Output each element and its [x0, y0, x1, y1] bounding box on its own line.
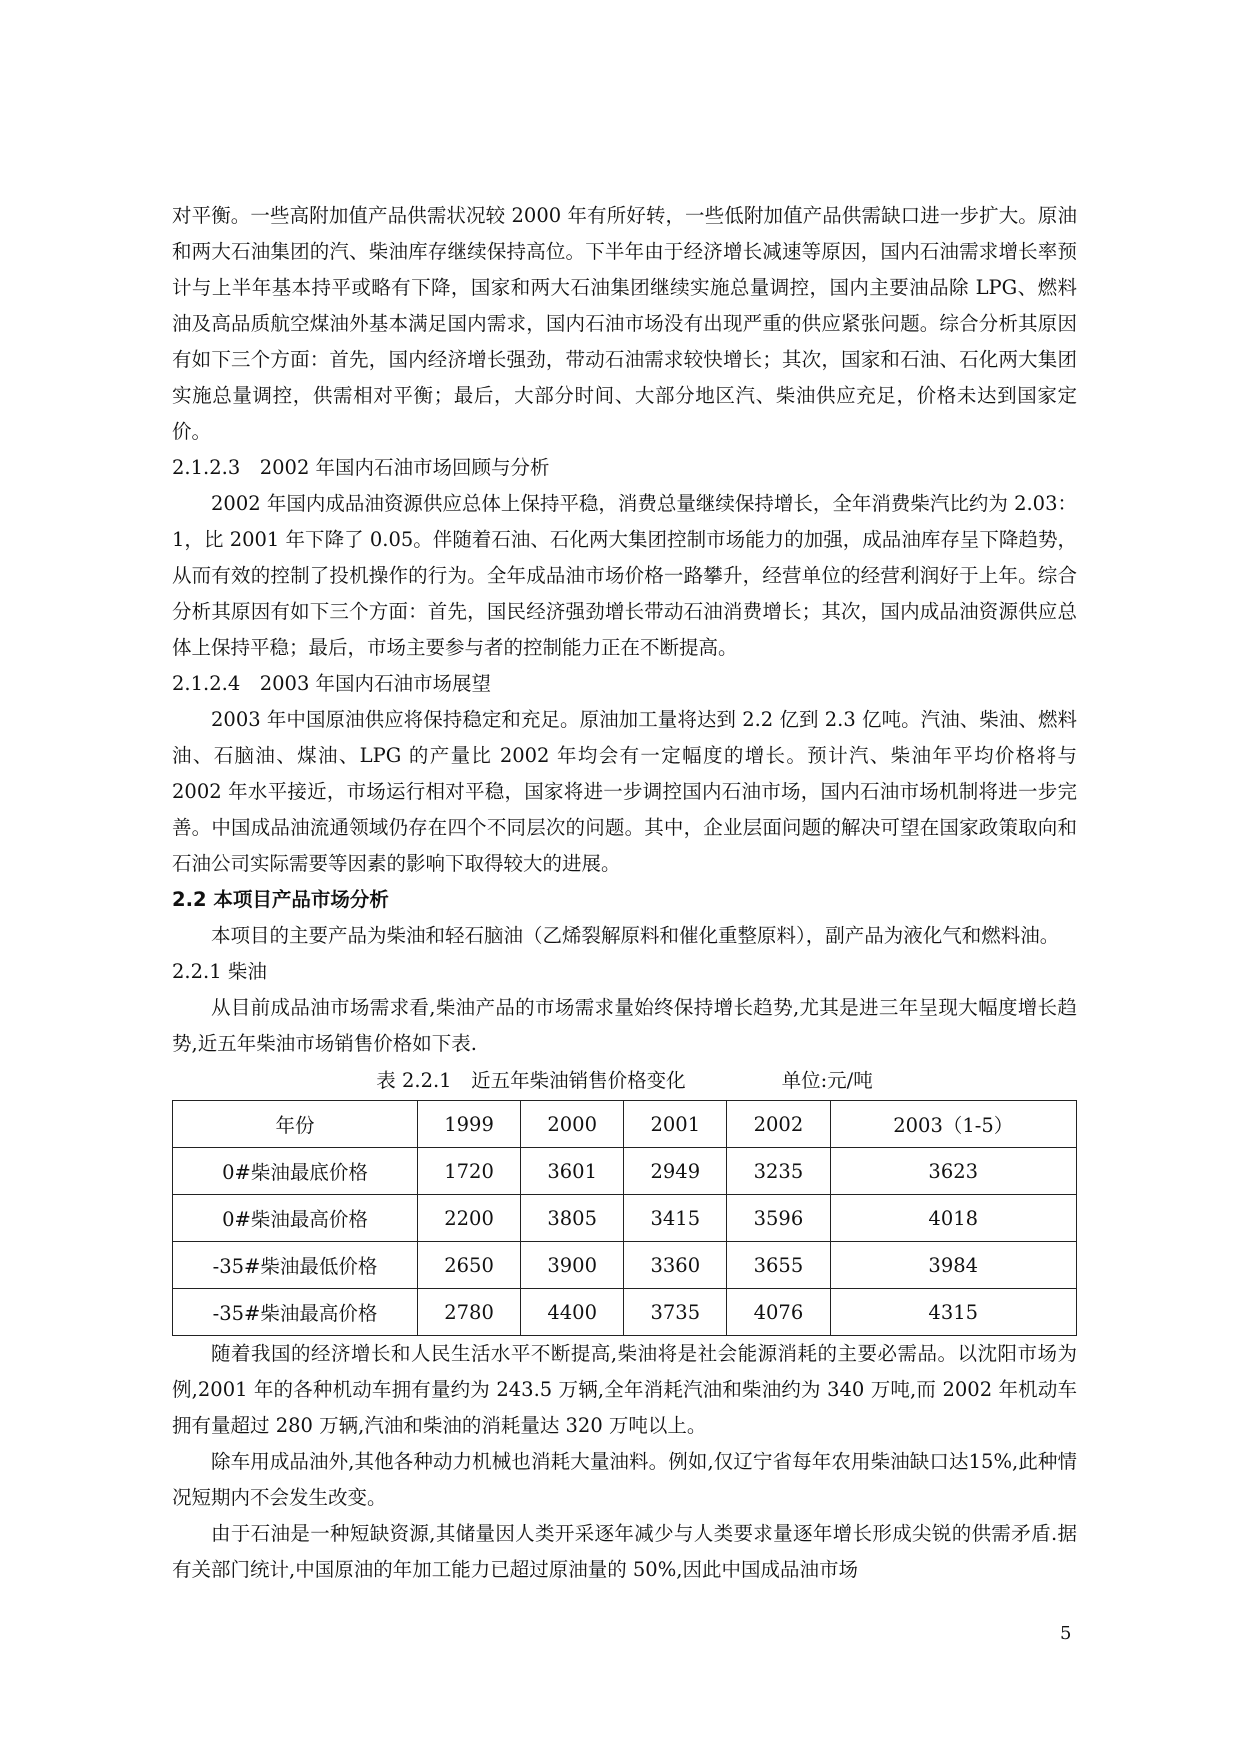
table-cell: 3655 — [727, 1242, 830, 1289]
heading-2-2: 2.2 本项目产品市场分析 — [172, 888, 389, 911]
table-row — [173, 1195, 1077, 1242]
table-cell: 3235 — [727, 1148, 830, 1195]
table-cell: 3735 — [624, 1289, 727, 1336]
table-cell: 0#柴油最高价格 — [173, 1195, 418, 1242]
table-cell: 3596 — [727, 1195, 830, 1242]
paragraph-scarce-resource: 由于石油是一种短缺资源,其储量因人类开采逐年减少与人类要求量逐年增长形成尖锐的供需矛盾.据有关部门统计,中国原油的年加工能力已超过原油量的 50%,因此中国成品油市场 — [172, 1522, 1077, 1581]
table-cell: 1720 — [418, 1148, 521, 1195]
paragraph-2002-review: 2002 年国内成品油资源供应总体上保持平稳，消费总量继续保持增长，全年消费柴汽比约为 2.03：1，比 2001 年下降了 0.05。伴随着石油、石化两大集团控制市场能力的加强，成品油库存呈下降趋势，从而有效的控制了投机操作的行为。全年成品油市场价格一路攀升，经营单位的经营利润好于上年。综合分析其原因有如下三个方面：首先，国民经济强劲增长带动石油消费增长；其次，国内成品油资源供应总体上保持平稳；最后，市场主要参与者的控制能力正在不断提高。 — [172, 492, 1077, 659]
page-number: 5 — [1060, 1623, 1072, 1644]
table-cell: 2200 — [418, 1195, 521, 1242]
paragraph-diesel-demand: 从目前成品油市场需求看,柴油产品的市场需求量始终保持增长趋势,尤其是进三年呈现大幅度增长趋势,近五年柴油市场销售价格如下表. — [172, 996, 1077, 1055]
table-cell: 3900 — [521, 1242, 624, 1289]
table-header-cell: 2003（1-5） — [830, 1101, 1077, 1148]
table-header-cell: 2001 — [624, 1101, 727, 1148]
table-cell: 3360 — [624, 1242, 727, 1289]
heading-2-1-2-4: 2.1.2.4 2003 年国内石油市场展望 — [172, 672, 492, 695]
paragraph-continued: 对平衡。一些高附加值产品供需状况较 2000 年有所好转，一些低附加值产品供需缺口进一步扩大。原油和两大石油集团的汽、柴油库存继续保持高位。下半年由于经济增长减速等原因，国内石油需求增长率预计与上半年基本持平或略有下降，国家和两大石油集团继续实施总量调控，国内主要油品除 LPG、燃料油及高品质航空煤油外基本满足国内需求，国内石油市场没有出现严重的供应紧张问题。综合分析其原因有如下三个方面：首先，国内经济增长强劲，带动石油需求较快增长；其次，国家和石油、石化两大集团实施总量调控，供需相对平衡；最后，大部分时间、大部分地区汽、柴油供应充足，价格未达到国家定价。 — [172, 204, 1077, 443]
table-cell: 4315 — [830, 1289, 1077, 1336]
table-header-row — [173, 1101, 1077, 1148]
table-cell: 3805 — [521, 1195, 624, 1242]
table-cell: -35#柴油最高价格 — [173, 1289, 418, 1336]
table-unit: 单位:元/吨 — [781, 1069, 873, 1092]
diesel-price-table — [172, 1100, 1077, 1336]
table-header-cell: 2002 — [727, 1101, 830, 1148]
table-cell: 4018 — [830, 1195, 1077, 1242]
table-cell: 2780 — [418, 1289, 521, 1336]
paragraph-2003-outlook: 2003 年中国原油供应将保持稳定和充足。原油加工量将达到 2.2 亿到 2.3 亿吨。汽油、柴油、燃料油、石脑油、煤油、LPG 的产量比 2002 年均会有一定幅度的增长。预计汽、柴油年平均价格将与 2002 年水平接近，市场运行相对平稳，国家将进一步调控国内石油市场，国内石油市场机制将进一步完善。中国成品油流通领域仍存在四个不同层次的问题。其中，企业层面问题的解决可望在国家政策取向和石油公司实际需要等因素的影响下取得较大的进展。 — [172, 708, 1077, 875]
table-cell: 2949 — [624, 1148, 727, 1195]
table-cell: 3415 — [624, 1195, 727, 1242]
heading-2-1-2-3: 2.1.2.3 2002 年国内石油市场回顾与分析 — [172, 456, 550, 479]
table-header-cell: 1999 — [418, 1101, 521, 1148]
table-cell: 0#柴油最底价格 — [173, 1148, 418, 1195]
paragraph-products: 本项目的主要产品为柴油和轻石脑油（乙烯裂解原料和催化重整原料），副产品为液化气和燃料油。 — [211, 924, 1060, 947]
table-row — [173, 1148, 1077, 1195]
heading-2-2-1: 2.2.1 柴油 — [172, 960, 267, 983]
document-page — [172, 198, 1077, 1588]
paragraph-economy-growth: 随着我国的经济增长和人民生活水平不断提高,柴油将是社会能源消耗的主要必需品。以沈阳市场为例,2001 年的各种机动车拥有量约为 243.5 万辆,全年消耗汽油和柴油约为 340 万吨,而 2002 年机动车拥有量超过 280 万辆,汽油和柴油的消耗量达 320 万吨以上。 — [172, 1342, 1077, 1437]
paragraph-other-machinery: 除车用成品油外,其他各种动力机械也消耗大量油料。例如,仅辽宁省每年农用柴油缺口达15%,此种情况短期内不会发生改变。 — [172, 1450, 1077, 1509]
table-cell: 4400 — [521, 1289, 624, 1336]
table-cell: 3623 — [830, 1148, 1077, 1195]
table-caption — [172, 1064, 1077, 1098]
table-cell: 4076 — [727, 1289, 830, 1336]
table-cell: 3984 — [830, 1242, 1077, 1289]
table-title: 表 2.2.1 近五年柴油销售价格变化 — [376, 1069, 686, 1092]
table-row — [173, 1289, 1077, 1336]
table-header-cell: 2000 — [521, 1101, 624, 1148]
table-cell: 3601 — [521, 1148, 624, 1195]
table-header-cell: 年份 — [173, 1101, 418, 1148]
table-cell: -35#柴油最低价格 — [173, 1242, 418, 1289]
table-row — [173, 1242, 1077, 1289]
table-cell: 2650 — [418, 1242, 521, 1289]
